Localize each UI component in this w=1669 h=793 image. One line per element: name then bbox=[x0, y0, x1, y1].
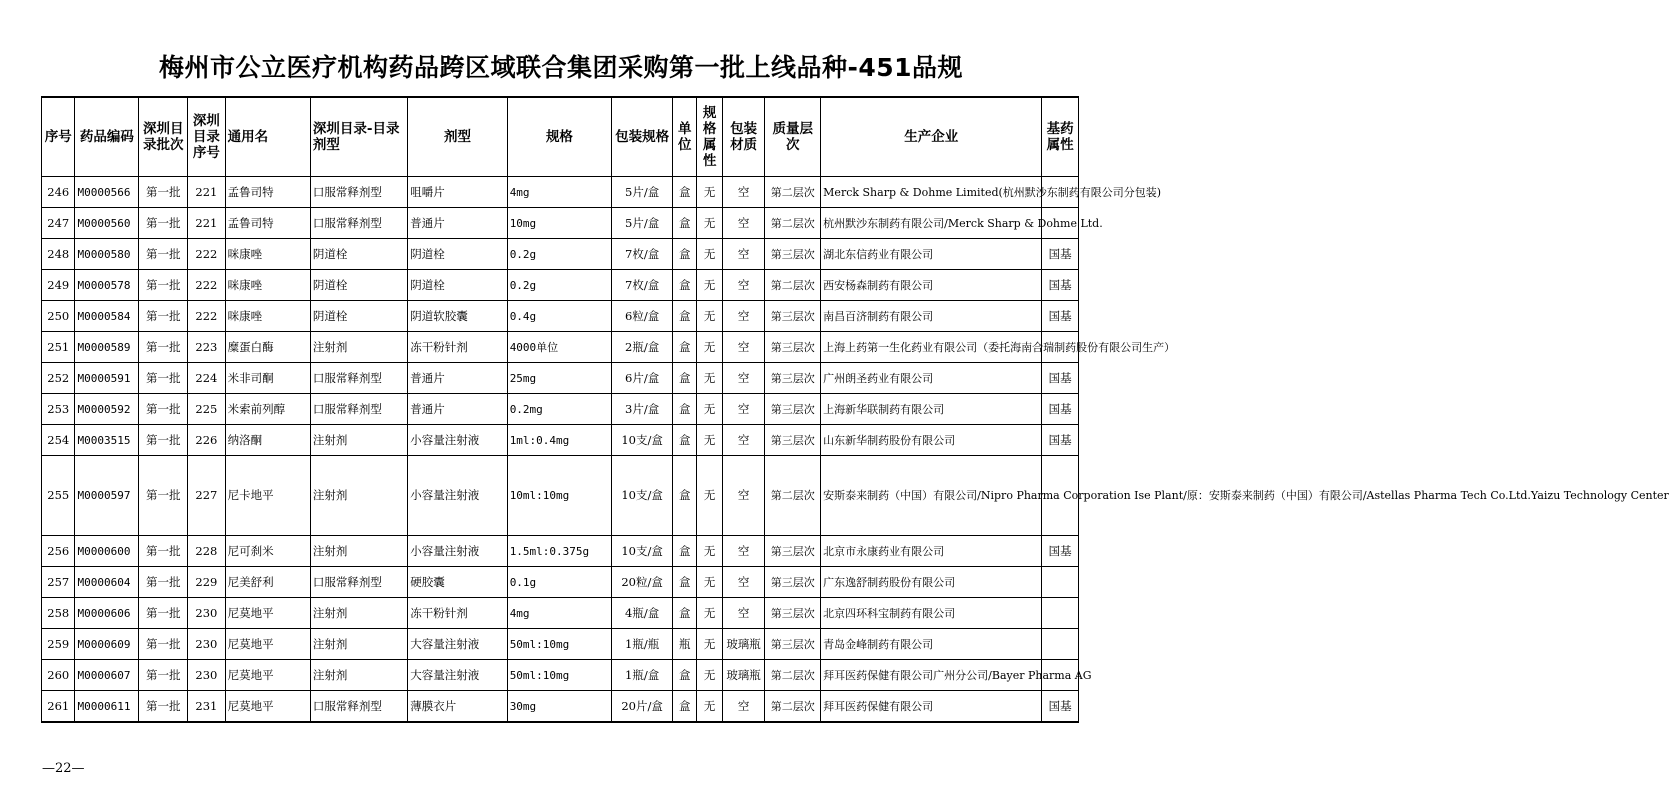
cell-quality-level: 第二层次 bbox=[765, 208, 821, 239]
page-title: 梅州市公立医疗机构药品跨区域联合集团采购第一批上线品种-451品规 bbox=[158, 53, 964, 82]
cell-generic-name: 咪康唑 bbox=[225, 270, 310, 301]
cell-catalog-dosage-form: 注射剂 bbox=[310, 629, 407, 660]
cell-catalog-dosage-form: 注射剂 bbox=[310, 425, 407, 456]
cell-spec-attribute: 无 bbox=[697, 394, 722, 425]
cell-unit: 盒 bbox=[673, 660, 697, 691]
cell-package-material: 空 bbox=[722, 691, 765, 723]
cell-manufacturer: 湖北东信药业有限公司 bbox=[821, 239, 1042, 270]
cell-unit: 盒 bbox=[673, 177, 697, 208]
cell-drug-code: M0000584 bbox=[75, 301, 139, 332]
cell-catalog-batch: 第一批 bbox=[139, 208, 188, 239]
cell-catalog-dosage-form: 注射剂 bbox=[310, 536, 407, 567]
cell-catalog-number: 228 bbox=[188, 536, 226, 567]
cell-catalog-batch: 第一批 bbox=[139, 363, 188, 394]
cell-package-spec: 10支/盒 bbox=[612, 456, 673, 536]
cell-drug-code: M0000611 bbox=[75, 691, 139, 723]
cell-package-material: 空 bbox=[722, 536, 765, 567]
cell-catalog-number: 222 bbox=[188, 301, 226, 332]
cell-dosage-form: 大容量注射液 bbox=[408, 660, 507, 691]
cell-unit: 盒 bbox=[673, 425, 697, 456]
cell-manufacturer: 青岛金峰制药有限公司 bbox=[821, 629, 1042, 660]
table-row bbox=[42, 456, 1079, 536]
table-row bbox=[42, 629, 1079, 660]
table-row bbox=[42, 301, 1079, 332]
cell-catalog-number: 230 bbox=[188, 629, 226, 660]
cell-manufacturer: 安斯泰来制药（中国）有限公司/Nipro Pharma Corporation Ise Plant/原：安斯泰来制药（中国）有限公司/Astellas Pharma Tech Co.Ltd.Yaizu Technology Center bbox=[821, 456, 1042, 536]
cell-package-material: 空 bbox=[722, 301, 765, 332]
cell-essential-drug: 国基 bbox=[1042, 425, 1079, 456]
table-row bbox=[42, 239, 1079, 270]
cell-drug-code: M0000560 bbox=[75, 208, 139, 239]
cell-index: 259 bbox=[42, 629, 75, 660]
cell-catalog-batch: 第一批 bbox=[139, 629, 188, 660]
cell-unit: 盒 bbox=[673, 691, 697, 723]
table-row bbox=[42, 536, 1079, 567]
cell-index: 247 bbox=[42, 208, 75, 239]
cell-spec-attribute: 无 bbox=[697, 208, 722, 239]
cell-essential-drug: 国基 bbox=[1042, 270, 1079, 301]
cell-specification: 0.2g bbox=[507, 270, 612, 301]
cell-spec-attribute: 无 bbox=[697, 363, 722, 394]
cell-essential-drug bbox=[1042, 629, 1079, 660]
cell-catalog-dosage-form: 口服常释剂型 bbox=[310, 363, 407, 394]
cell-catalog-number: 221 bbox=[188, 208, 226, 239]
cell-essential-drug bbox=[1042, 598, 1079, 629]
cell-catalog-number: 230 bbox=[188, 660, 226, 691]
col-header-package-spec: 包装规格 bbox=[612, 97, 673, 177]
cell-package-spec: 1瓶/瓶 bbox=[612, 629, 673, 660]
cell-catalog-number: 223 bbox=[188, 332, 226, 363]
cell-dosage-form: 阴道栓 bbox=[408, 239, 507, 270]
cell-dosage-form: 小容量注射液 bbox=[408, 425, 507, 456]
cell-catalog-dosage-form: 口服常释剂型 bbox=[310, 208, 407, 239]
cell-index: 254 bbox=[42, 425, 75, 456]
cell-generic-name: 咪康唑 bbox=[225, 239, 310, 270]
cell-index: 260 bbox=[42, 660, 75, 691]
cell-generic-name: 尼莫地平 bbox=[225, 691, 310, 723]
cell-generic-name: 咪康唑 bbox=[225, 301, 310, 332]
col-header-spec-attribute: 规格属性 bbox=[697, 97, 722, 177]
cell-spec-attribute: 无 bbox=[697, 629, 722, 660]
page-number: —22— bbox=[42, 761, 85, 776]
table-row bbox=[42, 208, 1079, 239]
cell-manufacturer: 广州朗圣药业有限公司 bbox=[821, 363, 1042, 394]
cell-essential-drug bbox=[1042, 567, 1079, 598]
cell-index: 246 bbox=[42, 177, 75, 208]
cell-catalog-number: 225 bbox=[188, 394, 226, 425]
cell-catalog-dosage-form: 注射剂 bbox=[310, 660, 407, 691]
cell-package-material: 空 bbox=[722, 332, 765, 363]
cell-package-material: 空 bbox=[722, 394, 765, 425]
cell-spec-attribute: 无 bbox=[697, 301, 722, 332]
cell-quality-level: 第二层次 bbox=[765, 270, 821, 301]
cell-catalog-dosage-form: 注射剂 bbox=[310, 456, 407, 536]
cell-generic-name: 尼美舒利 bbox=[225, 567, 310, 598]
col-header-catalog-dosage-form: 深圳目录-目录剂型 bbox=[310, 97, 407, 177]
cell-index: 255 bbox=[42, 456, 75, 536]
cell-package-spec: 6粒/盒 bbox=[612, 301, 673, 332]
cell-unit: 盒 bbox=[673, 456, 697, 536]
cell-specification: 25mg bbox=[507, 363, 612, 394]
cell-generic-name: 米非司酮 bbox=[225, 363, 310, 394]
cell-drug-code: M0003515 bbox=[75, 425, 139, 456]
cell-manufacturer: 南昌百济制药有限公司 bbox=[821, 301, 1042, 332]
cell-drug-code: M0000597 bbox=[75, 456, 139, 536]
cell-specification: 50ml:10mg bbox=[507, 629, 612, 660]
cell-specification: 0.1g bbox=[507, 567, 612, 598]
cell-spec-attribute: 无 bbox=[697, 456, 722, 536]
cell-spec-attribute: 无 bbox=[697, 567, 722, 598]
cell-catalog-batch: 第一批 bbox=[139, 425, 188, 456]
table-row bbox=[42, 425, 1079, 456]
cell-specification: 0.2g bbox=[507, 239, 612, 270]
cell-spec-attribute: 无 bbox=[697, 660, 722, 691]
cell-package-material: 空 bbox=[722, 567, 765, 598]
cell-specification: 4mg bbox=[507, 177, 612, 208]
cell-package-spec: 4瓶/盒 bbox=[612, 598, 673, 629]
cell-drug-code: M0000607 bbox=[75, 660, 139, 691]
cell-quality-level: 第三层次 bbox=[765, 425, 821, 456]
cell-index: 250 bbox=[42, 301, 75, 332]
cell-catalog-dosage-form: 口服常释剂型 bbox=[310, 691, 407, 723]
cell-dosage-form: 大容量注射液 bbox=[408, 629, 507, 660]
cell-specification: 50ml:10mg bbox=[507, 660, 612, 691]
cell-manufacturer: 北京市永康药业有限公司 bbox=[821, 536, 1042, 567]
cell-unit: 盒 bbox=[673, 598, 697, 629]
cell-package-spec: 7枚/盒 bbox=[612, 239, 673, 270]
cell-quality-level: 第二层次 bbox=[765, 456, 821, 536]
cell-catalog-batch: 第一批 bbox=[139, 301, 188, 332]
cell-unit: 盒 bbox=[673, 270, 697, 301]
header-row bbox=[42, 97, 1079, 177]
cell-quality-level: 第三层次 bbox=[765, 629, 821, 660]
cell-specification: 0.2mg bbox=[507, 394, 612, 425]
cell-drug-code: M0000606 bbox=[75, 598, 139, 629]
cell-package-material: 空 bbox=[722, 270, 765, 301]
cell-catalog-dosage-form: 口服常释剂型 bbox=[310, 567, 407, 598]
table-row bbox=[42, 598, 1079, 629]
cell-manufacturer: 山东新华制药股份有限公司 bbox=[821, 425, 1042, 456]
cell-package-material: 空 bbox=[722, 456, 765, 536]
cell-dosage-form: 普通片 bbox=[408, 394, 507, 425]
cell-generic-name: 尼莫地平 bbox=[225, 660, 310, 691]
cell-index: 249 bbox=[42, 270, 75, 301]
cell-catalog-number: 224 bbox=[188, 363, 226, 394]
cell-specification: 30mg bbox=[507, 691, 612, 723]
cell-generic-name: 尼卡地平 bbox=[225, 456, 310, 536]
cell-package-spec: 3片/盒 bbox=[612, 394, 673, 425]
cell-spec-attribute: 无 bbox=[697, 332, 722, 363]
cell-spec-attribute: 无 bbox=[697, 425, 722, 456]
cell-dosage-form: 咀嚼片 bbox=[408, 177, 507, 208]
cell-drug-code: M0000609 bbox=[75, 629, 139, 660]
cell-package-material: 空 bbox=[722, 425, 765, 456]
cell-spec-attribute: 无 bbox=[697, 239, 722, 270]
cell-catalog-batch: 第一批 bbox=[139, 239, 188, 270]
cell-quality-level: 第二层次 bbox=[765, 660, 821, 691]
cell-index: 252 bbox=[42, 363, 75, 394]
cell-drug-code: M0000589 bbox=[75, 332, 139, 363]
col-header-index: 序号 bbox=[42, 97, 75, 177]
cell-catalog-dosage-form: 注射剂 bbox=[310, 598, 407, 629]
col-header-dosage-form: 剂型 bbox=[408, 97, 507, 177]
cell-specification: 1ml:0.4mg bbox=[507, 425, 612, 456]
cell-catalog-dosage-form: 口服常释剂型 bbox=[310, 177, 407, 208]
cell-dosage-form: 阴道软胶囊 bbox=[408, 301, 507, 332]
cell-drug-code: M0000578 bbox=[75, 270, 139, 301]
cell-quality-level: 第三层次 bbox=[765, 332, 821, 363]
cell-package-spec: 5片/盒 bbox=[612, 208, 673, 239]
cell-index: 261 bbox=[42, 691, 75, 723]
cell-package-spec: 10支/盒 bbox=[612, 536, 673, 567]
col-header-manufacturer: 生产企业 bbox=[821, 97, 1042, 177]
cell-package-spec: 2瓶/盒 bbox=[612, 332, 673, 363]
table-row bbox=[42, 660, 1079, 691]
cell-drug-code: M0000566 bbox=[75, 177, 139, 208]
cell-catalog-batch: 第一批 bbox=[139, 691, 188, 723]
cell-catalog-batch: 第一批 bbox=[139, 332, 188, 363]
cell-manufacturer: 拜耳医药保健有限公司广州分公司/Bayer Pharma AG bbox=[821, 660, 1042, 691]
cell-package-material: 空 bbox=[722, 239, 765, 270]
cell-unit: 瓶 bbox=[673, 629, 697, 660]
cell-package-spec: 6片/盒 bbox=[612, 363, 673, 394]
cell-quality-level: 第二层次 bbox=[765, 691, 821, 723]
cell-manufacturer: 北京四环科宝制药有限公司 bbox=[821, 598, 1042, 629]
cell-spec-attribute: 无 bbox=[697, 177, 722, 208]
cell-essential-drug: 国基 bbox=[1042, 394, 1079, 425]
cell-generic-name: 尼莫地平 bbox=[225, 598, 310, 629]
col-header-quality-level: 质量层次 bbox=[765, 97, 821, 177]
cell-generic-name: 糜蛋白酶 bbox=[225, 332, 310, 363]
cell-catalog-dosage-form: 口服常释剂型 bbox=[310, 394, 407, 425]
cell-quality-level: 第三层次 bbox=[765, 363, 821, 394]
cell-essential-drug: 国基 bbox=[1042, 536, 1079, 567]
cell-dosage-form: 阴道栓 bbox=[408, 270, 507, 301]
cell-quality-level: 第三层次 bbox=[765, 567, 821, 598]
cell-dosage-form: 硬胶囊 bbox=[408, 567, 507, 598]
cell-catalog-number: 229 bbox=[188, 567, 226, 598]
cell-spec-attribute: 无 bbox=[697, 270, 722, 301]
cell-specification: 10mg bbox=[507, 208, 612, 239]
cell-spec-attribute: 无 bbox=[697, 691, 722, 723]
table-row bbox=[42, 567, 1079, 598]
cell-unit: 盒 bbox=[673, 332, 697, 363]
cell-drug-code: M0000600 bbox=[75, 536, 139, 567]
cell-package-material: 玻璃瓶 bbox=[722, 629, 765, 660]
cell-manufacturer: 上海新华联制药有限公司 bbox=[821, 394, 1042, 425]
cell-generic-name: 纳洛酮 bbox=[225, 425, 310, 456]
cell-drug-code: M0000592 bbox=[75, 394, 139, 425]
table-row bbox=[42, 177, 1079, 208]
cell-package-material: 空 bbox=[722, 598, 765, 629]
cell-package-spec: 7枚/盒 bbox=[612, 270, 673, 301]
cell-drug-code: M0000604 bbox=[75, 567, 139, 598]
cell-generic-name: 孟鲁司特 bbox=[225, 208, 310, 239]
cell-unit: 盒 bbox=[673, 536, 697, 567]
cell-generic-name: 尼莫地平 bbox=[225, 629, 310, 660]
cell-quality-level: 第三层次 bbox=[765, 536, 821, 567]
cell-manufacturer: 广东逸舒制药股份有限公司 bbox=[821, 567, 1042, 598]
cell-package-spec: 5片/盒 bbox=[612, 177, 673, 208]
cell-quality-level: 第三层次 bbox=[765, 301, 821, 332]
cell-catalog-dosage-form: 阴道栓 bbox=[310, 301, 407, 332]
cell-catalog-number: 230 bbox=[188, 598, 226, 629]
cell-catalog-batch: 第一批 bbox=[139, 270, 188, 301]
cell-unit: 盒 bbox=[673, 567, 697, 598]
cell-spec-attribute: 无 bbox=[697, 536, 722, 567]
col-header-drug-code: 药品编码 bbox=[75, 97, 139, 177]
cell-package-material: 空 bbox=[722, 208, 765, 239]
col-header-specification: 规格 bbox=[507, 97, 612, 177]
cell-manufacturer: 拜耳医药保健有限公司 bbox=[821, 691, 1042, 723]
cell-quality-level: 第三层次 bbox=[765, 598, 821, 629]
cell-catalog-dosage-form: 阴道栓 bbox=[310, 270, 407, 301]
cell-drug-code: M0000580 bbox=[75, 239, 139, 270]
cell-index: 258 bbox=[42, 598, 75, 629]
cell-unit: 盒 bbox=[673, 301, 697, 332]
col-header-generic-name: 通用名 bbox=[225, 97, 310, 177]
cell-catalog-batch: 第一批 bbox=[139, 567, 188, 598]
cell-catalog-batch: 第一批 bbox=[139, 456, 188, 536]
cell-package-material: 空 bbox=[722, 177, 765, 208]
cell-index: 248 bbox=[42, 239, 75, 270]
cell-dosage-form: 小容量注射液 bbox=[408, 456, 507, 536]
cell-package-material: 玻璃瓶 bbox=[722, 660, 765, 691]
cell-catalog-dosage-form: 注射剂 bbox=[310, 332, 407, 363]
cell-dosage-form: 薄膜衣片 bbox=[408, 691, 507, 723]
cell-unit: 盒 bbox=[673, 394, 697, 425]
cell-catalog-batch: 第一批 bbox=[139, 394, 188, 425]
cell-quality-level: 第三层次 bbox=[765, 239, 821, 270]
cell-package-spec: 1瓶/盒 bbox=[612, 660, 673, 691]
cell-specification: 4mg bbox=[507, 598, 612, 629]
col-header-catalog-number: 深圳目录序号 bbox=[188, 97, 226, 177]
table-row bbox=[42, 691, 1079, 723]
cell-index: 253 bbox=[42, 394, 75, 425]
cell-generic-name: 米索前列醇 bbox=[225, 394, 310, 425]
cell-catalog-batch: 第一批 bbox=[139, 660, 188, 691]
cell-package-spec: 20粒/盒 bbox=[612, 567, 673, 598]
cell-essential-drug: 国基 bbox=[1042, 239, 1079, 270]
cell-quality-level: 第二层次 bbox=[765, 177, 821, 208]
cell-specification: 10ml:10mg bbox=[507, 456, 612, 536]
cell-index: 257 bbox=[42, 567, 75, 598]
cell-dosage-form: 普通片 bbox=[408, 363, 507, 394]
cell-catalog-batch: 第一批 bbox=[139, 536, 188, 567]
cell-unit: 盒 bbox=[673, 239, 697, 270]
cell-index: 251 bbox=[42, 332, 75, 363]
cell-catalog-number: 221 bbox=[188, 177, 226, 208]
cell-dosage-form: 小容量注射液 bbox=[408, 536, 507, 567]
col-header-essential-drug: 基药属性 bbox=[1042, 97, 1079, 177]
cell-catalog-number: 227 bbox=[188, 456, 226, 536]
cell-package-spec: 20片/盒 bbox=[612, 691, 673, 723]
cell-specification: 1.5ml:0.375g bbox=[507, 536, 612, 567]
cell-catalog-number: 222 bbox=[188, 239, 226, 270]
col-header-catalog-batch: 深圳目录批次 bbox=[139, 97, 188, 177]
cell-essential-drug: 国基 bbox=[1042, 301, 1079, 332]
cell-generic-name: 尼可刹米 bbox=[225, 536, 310, 567]
cell-manufacturer: 西安杨森制药有限公司 bbox=[821, 270, 1042, 301]
cell-catalog-number: 222 bbox=[188, 270, 226, 301]
cell-specification: 4000单位 bbox=[507, 332, 612, 363]
drug-list-table bbox=[41, 96, 1669, 723]
cell-essential-drug: 国基 bbox=[1042, 363, 1079, 394]
table-row bbox=[42, 332, 1079, 363]
table-row bbox=[42, 394, 1079, 425]
cell-spec-attribute: 无 bbox=[697, 598, 722, 629]
cell-dosage-form: 普通片 bbox=[408, 208, 507, 239]
cell-index: 256 bbox=[42, 536, 75, 567]
col-header-unit: 单位 bbox=[673, 97, 697, 177]
cell-package-spec: 10支/盒 bbox=[612, 425, 673, 456]
cell-specification: 0.4g bbox=[507, 301, 612, 332]
cell-package-material: 空 bbox=[722, 363, 765, 394]
cell-catalog-batch: 第一批 bbox=[139, 177, 188, 208]
cell-quality-level: 第三层次 bbox=[765, 394, 821, 425]
cell-manufacturer: 杭州默沙东制药有限公司/Merck Sharp & Dohme Ltd. bbox=[821, 208, 1042, 239]
table-row bbox=[42, 363, 1079, 394]
cell-unit: 盒 bbox=[673, 208, 697, 239]
cell-generic-name: 孟鲁司特 bbox=[225, 177, 310, 208]
cell-manufacturer: Merck Sharp & Dohme Limited(杭州默沙东制药有限公司分包装) bbox=[821, 177, 1042, 208]
cell-essential-drug: 国基 bbox=[1042, 691, 1079, 723]
cell-catalog-batch: 第一批 bbox=[139, 598, 188, 629]
cell-manufacturer: 上海上药第一生化药业有限公司（委托海南合瑞制药股份有限公司生产） bbox=[821, 332, 1042, 363]
table-row bbox=[42, 270, 1079, 301]
cell-unit: 盒 bbox=[673, 363, 697, 394]
cell-drug-code: M0000591 bbox=[75, 363, 139, 394]
cell-dosage-form: 冻干粉针剂 bbox=[408, 598, 507, 629]
cell-dosage-form: 冻干粉针剂 bbox=[408, 332, 507, 363]
cell-catalog-number: 231 bbox=[188, 691, 226, 723]
cell-catalog-number: 226 bbox=[188, 425, 226, 456]
cell-catalog-dosage-form: 阴道栓 bbox=[310, 239, 407, 270]
col-header-package-material: 包装材质 bbox=[722, 97, 765, 177]
